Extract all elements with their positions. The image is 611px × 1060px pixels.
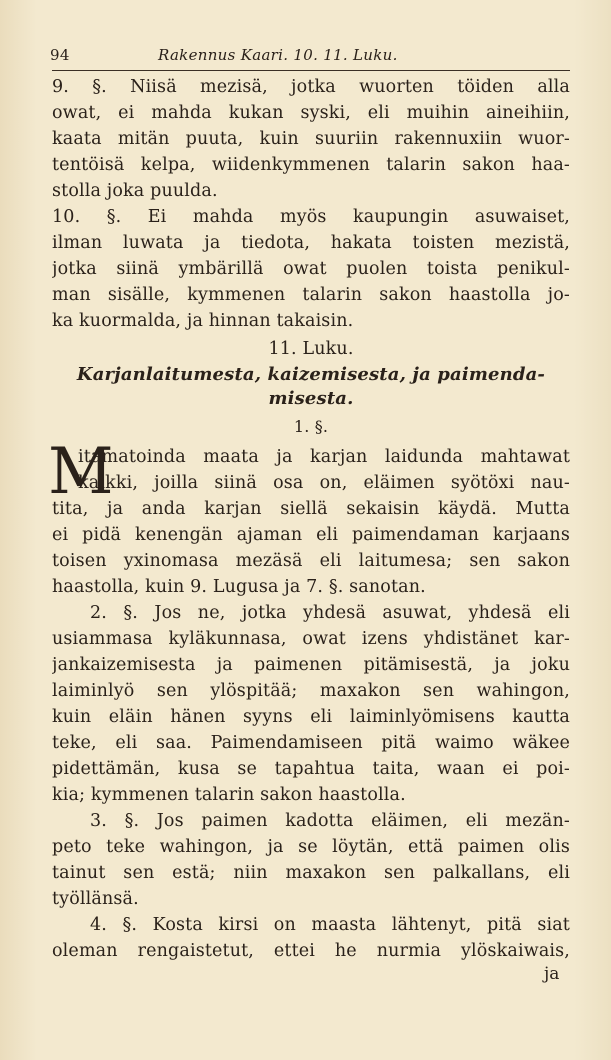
text-line: ka kuormalda, ja hinnan takaisin.: [52, 311, 354, 331]
chapter-number: 11. Luku.: [268, 339, 354, 359]
text-line: työllänsä.: [52, 889, 139, 909]
chapter-title: Karjanlaitumesta, kaizemisesta, ja paimenda-: [76, 364, 546, 385]
section-number: 1. §.: [293, 417, 329, 436]
text-line: 4. §. Kosta kirsi on maasta lähtenyt, pitä siat: [90, 915, 570, 935]
text-line: kuin eläin hänen syyns eli laiminlyömisens kautta: [52, 707, 570, 727]
text-line: owat, ei mahda kukan syski, eli muihin aineihiin,: [52, 103, 570, 123]
text-line: ei pidä kenengän ajaman eli paimendaman karjaans: [52, 525, 570, 545]
text-line: 9. §. Niisä mezisä, jotka wuorten töiden alla: [52, 77, 570, 97]
text-line: kaikki, joilla siinä osa on, eläimen syötöxi nau-: [78, 473, 570, 493]
text-line: tita, ja anda karjan siellä sekaisin käydä. Mutta: [52, 499, 570, 519]
header-rule: [52, 70, 570, 71]
text-line: jankaizemisesta ja paimenen pitämisestä, ja joku: [52, 655, 570, 675]
text-line: kaata mitän puuta, kuin suuriin rakennuxiin wuor-: [52, 129, 570, 149]
text-line: haastolla, kuin 9. Lugusa ja 7. §. sanotan.: [52, 577, 426, 597]
drop-cap: M: [48, 435, 114, 509]
text-line: laiminlyö sen ylöspitää; maxakon sen wahingon,: [52, 681, 570, 701]
running-title: Rakennus Kaari. 10. 11. Luku.: [158, 46, 398, 64]
text-line: teke, eli saa. Paimendamiseen pitä waimo wäkee: [52, 733, 570, 753]
text-line: itamatoinda maata ja karjan laidunda mahtawat: [78, 447, 570, 467]
text-line: tainut sen estä; niin maxakon sen palkallans, eli: [52, 863, 570, 883]
text-line: stolla joka puulda.: [52, 181, 218, 201]
chapter-title-cont: misesta.: [268, 388, 354, 409]
text-line: tentöisä kelpa, wiidenkymmenen talarin sakon haa-: [52, 155, 570, 175]
text-line: oleman rengaistetut, ettei he nurmia ylöskaiwais,: [52, 941, 570, 961]
text-line: 2. §. Jos ne, jotka yhdesä asuwat, yhdesä eli: [90, 603, 570, 623]
text-line: 10. §. Ei mahda myös kaupungin asuwaiset,: [52, 207, 570, 227]
text-line: 3. §. Jos paimen kadotta eläimen, eli mezän-: [90, 811, 570, 831]
page-header: [50, 46, 570, 70]
text-line: jotka siinä ymbärillä owat puolen toista penikul-: [52, 259, 570, 279]
page-number: 94: [50, 46, 70, 64]
text-line: ilman luwata ja tiedota, hakata toisten mezistä,: [52, 233, 570, 253]
text-line: pidettämän, kusa se tapahtua taita, waan ei poi-: [52, 759, 570, 779]
text-line: usiammasa kyläkunnasa, owat izens yhdistänet kar-: [52, 629, 570, 649]
text-line: toisen yxinomasa mezäsä eli laitumesa; sen sakon: [52, 551, 570, 571]
text-line: kia; kymmenen talarin sakon haastolla.: [52, 785, 406, 805]
text-line: man sisälle, kymmenen talarin sakon haastolla jo-: [52, 285, 570, 305]
text-line: peto teke wahingon, ja se löytän, että paimen olis: [52, 837, 570, 857]
catchword: ja: [544, 964, 560, 984]
